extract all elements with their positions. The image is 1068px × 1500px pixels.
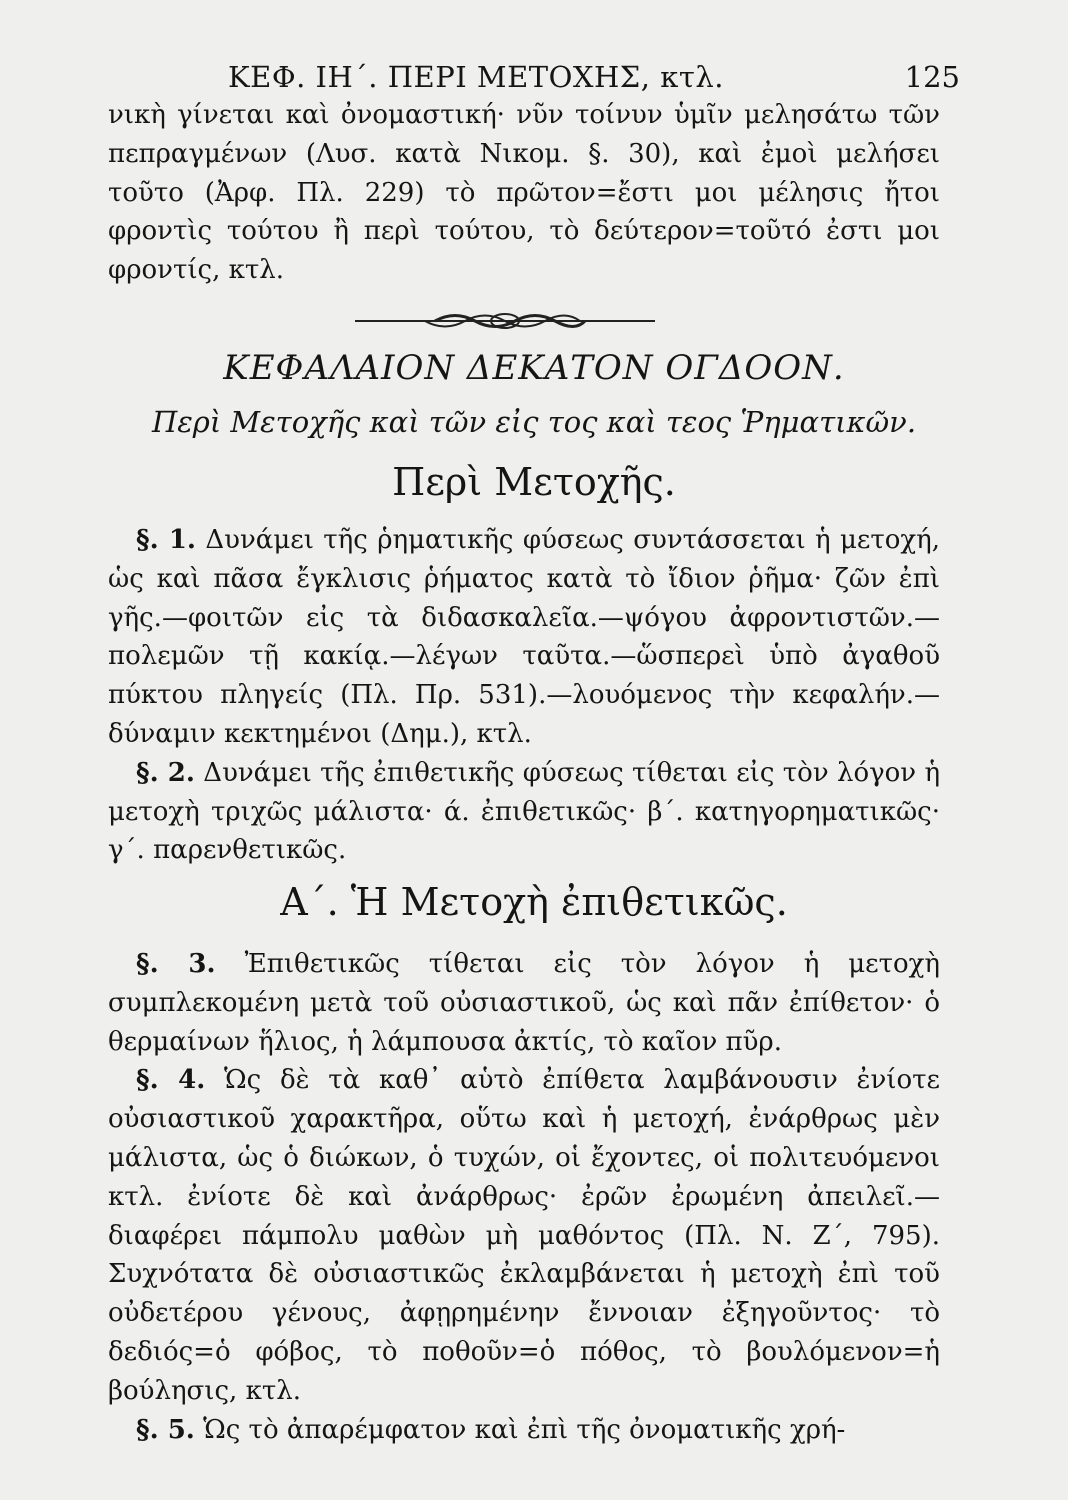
paragraph-text: Δυνάμει τῆς ῥηματικῆς φύσεως συντάσσεται ἡ μετοχή, ὡς καὶ πᾶσα ἔγκλισις ῥήματος κατὰ τὸ ἴδιον ῥῆμα· ζῶν ἐπὶ γῆς.—φοιτῶν εἰς τὰ διδασκαλεῖα.—ψόγου ἀφροντιστῶν.—πολεμῶν τῇ κακίᾳ.—λέγων ταῦτα.—ὥσπερεὶ ὑπὸ ἀγαθοῦ πύκτου πληγείς (Πλ. Πρ. 531).—λουόμενος τὴν κεφαλήν.—δύναμιν κεκτημένοι (Δημ.), κτλ.: [108, 525, 941, 749]
paragraph-text: Ὡς δὲ τὰ καθ᾽ αὑτὸ ἐπίθετα λαμβάνουσιν ἐνίοτε οὐσιαστικοῦ χαρακτῆρα, οὕτω καὶ ἡ μετοχή, ἐνάρθρως μὲν μάλιστα, ὡς ὁ διώκων, ὁ τυχών, οἱ ἔχοντες, οἱ πολιτευόμενοι κτλ. ἐνίοτε δὲ καὶ ἀνάρθρως· ἐρῶν ἐρωμένη ἀπειλεῖ.— διαφέρει πάμπολυ μαθὼν μὴ μαθόντος (Πλ. Ν. Ζ΄, 795). Συχνότατα δὲ οὐσιαστικῶς ἐκλαμβάνεται ἡ μετοχὴ ἐπὶ τοῦ οὐδετέρου γένους, ἀφῃρημένην ἔννοιαν ἐξηγοῦντος· τὸ δεδιός=ὁ φόβος, τὸ ποθοῦν=ὁ πόθος, τὸ βουλόμενον=ἡ βούλησις, κτλ.: [108, 1065, 941, 1406]
paragraph: [108, 1411, 940, 1450]
paragraph-number: §. 4.: [136, 1065, 206, 1096]
ornament-divider: [355, 306, 655, 336]
paragraph: [108, 521, 940, 754]
chapter-subtitle: Περὶ Μετοχῆς καὶ τῶν εἰς τος καὶ τεος Ῥηματικῶν.: [151, 405, 917, 439]
paragraph-number: §. 1.: [136, 525, 196, 555]
paragraphs-block-b: [108, 945, 940, 1449]
paragraph: [108, 1061, 940, 1410]
paragraph: [108, 945, 940, 1061]
paragraph-text: Ἐπιθετικῶς τίθεται εἰς τὸν λόγον ἡ μετοχὴ συμπλεκομένη μετὰ τοῦ οὐσιαστικοῦ, ὡς καὶ πᾶν ἐπίθετον· ὁ θερμαίνων ἥλιος, ἡ λάμπουσα ἀκτίς, τὸ καῖον πῦρ.: [108, 949, 941, 1057]
paragraph-number: §. 5.: [136, 1414, 195, 1445]
paragraph-text: Ὡς τὸ ἀπαρέμφατον καὶ ἐπὶ τῆς ὀνοματικῆς χρή-: [203, 1414, 846, 1445]
subsection-title: Α΄. Ἡ Μετοχὴ ἐπιθετικῶς.: [280, 880, 788, 924]
paragraph: [108, 754, 940, 870]
paragraphs-block-a: [108, 521, 940, 870]
page-number: 125: [904, 60, 960, 94]
paragraph-number: §. 3.: [136, 949, 216, 979]
top-text-block: [108, 96, 940, 290]
running-head: [110, 60, 960, 100]
chapter-heading: ΚΕΦΑΛΑΙΟΝ ΔΕΚΑΤΟΝ ΟΓΔΟΟΝ.: [223, 348, 845, 388]
running-head-title: ΚΕΦ. ΙΗ΄. ΠΕΡΙ ΜΕΤΟΧΗΣ, κτλ.: [228, 60, 724, 94]
section-title: Περὶ Μετοχῆς.: [392, 460, 676, 504]
paragraph-number: §. 2.: [136, 757, 195, 788]
continued-paragraph: νικὴ γίνεται καὶ ὀνομαστική· νῦν τοίνυν ὑμῖν μελησάτω τῶν πεπραγμένων (Λυσ. κατὰ Νικομ. §. 30), καὶ ἐμοὶ μελήσει τοῦτο (Ἀρφ. Πλ. 229) τὸ πρῶτον=ἔστι μοι μέλησις ἤτοι φροντὶς τούτου ἢ περὶ τούτου, τὸ δεύτερον=τοῦτό ἐστι μοι φροντίς, κτλ.: [108, 100, 940, 286]
paragraph-text: Δυνάμει τῆς ἐπιθετικῆς φύσεως τίθεται εἰς τὸν λόγον ἡ μετοχὴ τριχῶς μάλιστα· ά. ἐπιθετικῶς· β΄. κατηγορηματικῶς· γ΄. παρενθετικῶς.: [108, 757, 941, 866]
